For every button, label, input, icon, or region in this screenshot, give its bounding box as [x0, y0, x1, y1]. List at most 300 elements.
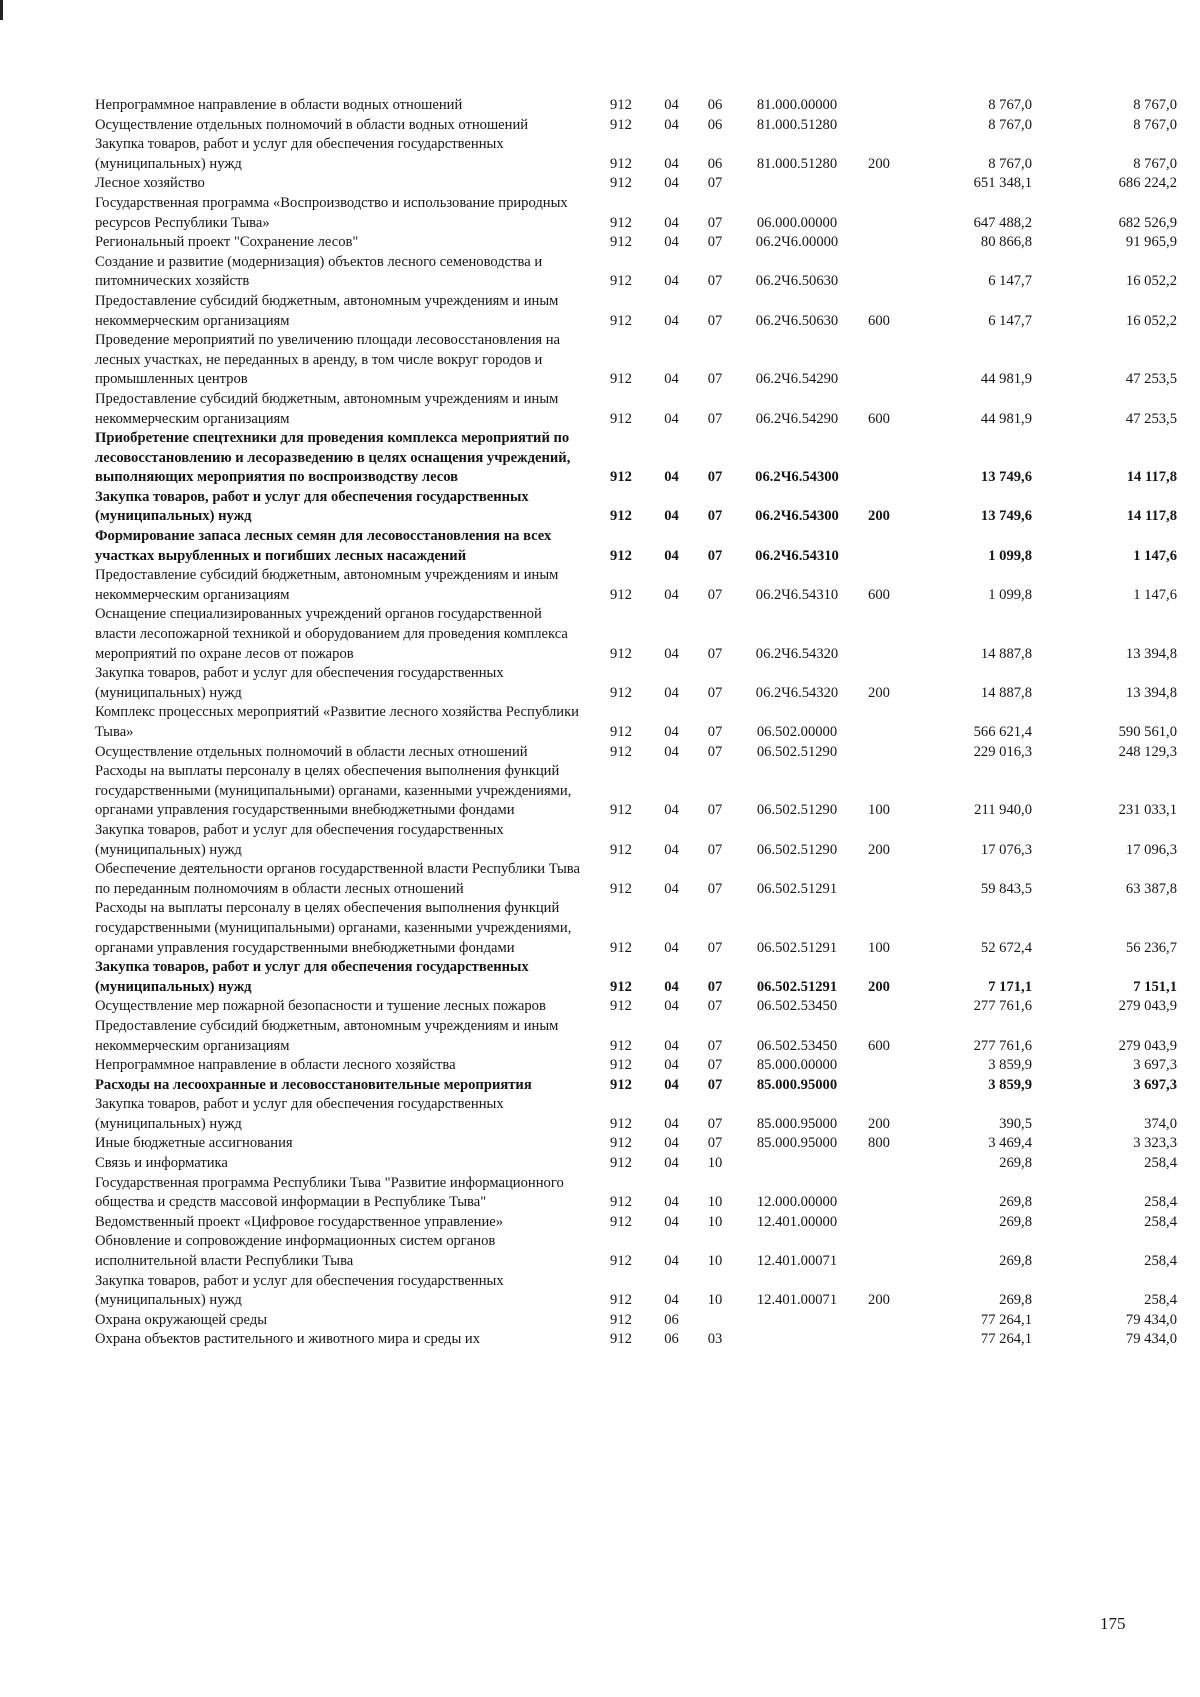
row-grbs-code: 912 [610, 1194, 632, 1211]
row-target-article-code: 06.502.51290 [756, 802, 838, 819]
row-expense-type-code [858, 1232, 900, 1271]
row-grbs-code: 912 [610, 841, 632, 858]
row-expense-type-code [858, 174, 900, 194]
row-subsection-code: 10 [707, 1253, 723, 1270]
table-row [95, 958, 1177, 997]
row-amount-year-1: 269,8 [999, 1253, 1032, 1270]
table-row [95, 194, 1177, 233]
row-amount-year-1: 229 016,3 [973, 743, 1032, 760]
table-row [95, 566, 1177, 605]
row-section-code: 04 [664, 1076, 679, 1093]
row-target-article-code: 85.000.95000 [756, 1135, 838, 1152]
row-amount-year-2: 258,4 [1144, 1155, 1177, 1172]
table-row [95, 1232, 1177, 1271]
row-amount-year-1: 211 940,0 [974, 802, 1032, 819]
row-amount-year-1: 13 749,6 [980, 508, 1032, 525]
row-name: Иные бюджетные ассигнования [95, 1135, 293, 1152]
row-target-article-code: 12.401.00000 [756, 1213, 838, 1230]
row-name: Обеспечение деятельности органов государственной власти Республики Тыва по переданным полномочиям в области лесных отношений [95, 861, 580, 897]
row-subsection-code: 07 [707, 1115, 723, 1132]
row-section-code: 04 [664, 508, 679, 525]
row-name: Охрана окружающей среды [95, 1311, 268, 1328]
row-subsection-code: 07 [707, 175, 723, 192]
row-target-article-code: 06.000.00000 [756, 214, 838, 231]
row-amount-year-2: 16 052,2 [1125, 312, 1177, 329]
row-grbs-code: 912 [610, 312, 632, 329]
row-grbs-code: 912 [610, 1076, 632, 1093]
row-grbs-code: 912 [610, 547, 632, 564]
row-section-code: 04 [664, 1135, 679, 1152]
row-amount-year-1: 80 866,8 [980, 234, 1032, 251]
row-target-article-code: 06.2Ч6.54310 [755, 586, 839, 603]
row-target-article-code: 06.502.00000 [756, 724, 838, 740]
row-amount-year-2: 590 561,0 [1118, 724, 1177, 740]
row-subsection-code: 07 [707, 547, 723, 564]
row-grbs-code: 912 [610, 155, 632, 172]
page-number: 175 [1100, 1614, 1126, 1633]
row-expense-type-code: 200 [868, 1292, 890, 1309]
row-section-code: 04 [664, 97, 679, 113]
row-grbs-code: 912 [610, 410, 632, 427]
row-expense-type-code: 600 [868, 1037, 890, 1054]
row-section-code: 04 [664, 998, 679, 1015]
row-amount-year-1: 77 264,1 [980, 1331, 1032, 1348]
row-target-article-code: 85.000.00000 [756, 1057, 838, 1074]
table-row [95, 429, 1177, 488]
row-target-article-code: 12.401.00071 [756, 1253, 838, 1270]
row-amount-year-2: 258,4 [1144, 1213, 1177, 1230]
row-grbs-code: 912 [610, 1037, 632, 1054]
row-grbs-code: 912 [610, 175, 632, 192]
row-target-article-code: 85.000.95000 [756, 1076, 838, 1093]
row-expense-type-code [858, 605, 900, 664]
row-amount-year-1: 566 621,4 [973, 724, 1032, 740]
row-target-article-code: 06.2Ч6.50630 [755, 273, 839, 290]
row-target-article-code: 06.502.51291 [756, 978, 838, 995]
row-target-article-code: 81.000.00000 [756, 97, 838, 113]
row-target-article-code: 81.000.51280 [756, 116, 838, 133]
row-name: Закупка товаров, работ и услуг для обеспечения государственных (муниципальных) нужд [95, 136, 504, 172]
row-grbs-code: 912 [610, 978, 632, 995]
row-subsection-code: 07 [707, 1135, 723, 1152]
row-subsection-code: 07 [707, 234, 723, 251]
row-amount-year-1: 7 171,1 [988, 978, 1032, 995]
row-grbs-code: 912 [610, 1115, 632, 1132]
row-subsection-code: 07 [707, 998, 723, 1015]
row-amount-year-2: 14 117,8 [1126, 508, 1177, 525]
row-grbs-code: 912 [610, 939, 632, 956]
row-section-code: 04 [664, 1115, 679, 1132]
row-amount-year-2: 1 147,6 [1133, 586, 1177, 603]
row-target-article-code: 06.502.51290 [756, 841, 838, 858]
row-target-article-code: 85.000.95000 [756, 1115, 838, 1132]
row-grbs-code: 912 [610, 998, 632, 1015]
row-expense-type-code [858, 1330, 900, 1350]
row-amount-year-1: 277 761,6 [973, 1037, 1032, 1054]
row-target-article-code: 06.2Ч6.54300 [755, 469, 839, 486]
table-row [95, 292, 1177, 331]
row-amount-year-1: 1 099,8 [988, 547, 1032, 564]
row-amount-year-2: 79 434,0 [1125, 1331, 1177, 1348]
row-expense-type-code: 200 [868, 841, 890, 858]
row-section-code: 04 [664, 802, 679, 819]
row-expense-type-code: 600 [868, 586, 890, 603]
row-grbs-code: 912 [610, 684, 632, 701]
row-name: Государственная программа «Воспроизводство и использование природных ресурсов Республики Тыва» [95, 194, 568, 231]
row-name: Проведение мероприятий по увеличению площади лесовосстановления на лесных участках, не переданных в аренду, в том числе вокруг городов и промышленных центров [95, 332, 561, 388]
row-target-article-code: 06.2Ч6.54310 [755, 547, 839, 564]
row-subsection-code: 07 [707, 312, 723, 329]
row-expense-type-code [858, 253, 900, 292]
row-name: Оснащение специализированных учреждений органов государственной власти лесопожарной техникой и оборудованием для проведения комплекса мероприятий по охране лесов от пожаров [95, 606, 568, 662]
row-target-article-code [736, 174, 858, 194]
row-target-article-code: 06.2Ч6.54320 [755, 684, 839, 701]
row-subsection-code: 07 [707, 273, 723, 290]
row-target-article-code: 12.401.00071 [756, 1292, 838, 1309]
row-subsection-code: 10 [707, 1155, 723, 1172]
row-section-code: 04 [664, 155, 679, 172]
row-grbs-code: 912 [610, 802, 632, 819]
row-amount-year-1: 269,8 [999, 1194, 1032, 1211]
row-target-article-code: 06.2Ч6.54290 [755, 410, 839, 427]
table-row [95, 860, 1177, 899]
row-amount-year-2: 258,4 [1144, 1292, 1177, 1309]
row-amount-year-1: 651 348,1 [973, 175, 1032, 192]
row-expense-type-code [858, 743, 900, 763]
row-expense-type-code: 200 [868, 978, 890, 995]
scan-edge-mark [0, 0, 3, 20]
row-expense-type-code: 200 [868, 508, 890, 525]
table-row [95, 174, 1177, 194]
row-amount-year-1: 8 767,0 [988, 116, 1032, 133]
row-name: Лесное хозяйство [95, 175, 205, 192]
row-amount-year-2: 47 253,5 [1125, 371, 1177, 388]
row-amount-year-1: 3 859,9 [988, 1057, 1032, 1074]
row-subsection-code: 07 [707, 802, 723, 819]
row-amount-year-2: 91 965,9 [1125, 234, 1177, 251]
row-amount-year-1: 1 099,8 [988, 586, 1032, 603]
row-amount-year-1: 14 887,8 [980, 645, 1032, 662]
table-row [95, 116, 1177, 136]
row-target-article-code [736, 1330, 858, 1350]
row-amount-year-2: 13 394,8 [1125, 684, 1177, 701]
table-row [95, 1213, 1177, 1233]
row-name: Закупка товаров, работ и услуг для обеспечения государственных (муниципальных) нужд [95, 1272, 504, 1309]
row-section-code: 04 [664, 469, 679, 486]
row-name: Непрограммное направление в области лесного хозяйства [95, 1057, 456, 1074]
table-row [95, 233, 1177, 253]
table-row [95, 1174, 1177, 1213]
row-section-code: 04 [664, 547, 679, 564]
row-name: Приобретение спецтехники для проведения комплекса мероприятий по лесовосстановлению и лесоразведению в целях оснащения учреждений, выполняющих мероприятия по воспроизводству лесов [95, 430, 571, 486]
row-section-code: 04 [664, 939, 679, 956]
row-subsection-code: 07 [707, 469, 723, 486]
row-subsection-code: 06 [707, 97, 723, 113]
row-target-article-code [736, 1311, 858, 1331]
row-grbs-code: 912 [610, 1155, 632, 1172]
row-section-code: 04 [664, 273, 679, 290]
row-expense-type-code [858, 233, 900, 253]
row-amount-year-2: 279 043,9 [1118, 998, 1177, 1015]
row-section-code: 04 [664, 880, 679, 897]
table-row [95, 821, 1177, 860]
row-amount-year-2: 279 043,9 [1118, 1037, 1177, 1054]
row-grbs-code: 912 [610, 469, 632, 486]
row-name: Закупка товаров, работ и услуг для обеспечения государственных (муниципальных) нужд [95, 821, 504, 858]
table-row [95, 253, 1177, 292]
row-target-article-code: 06.502.51291 [756, 880, 838, 897]
row-amount-year-2: 79 434,0 [1125, 1311, 1177, 1328]
row-section-code: 04 [664, 234, 679, 251]
row-amount-year-2: 14 117,8 [1126, 469, 1177, 486]
row-subsection-code: 07 [707, 214, 723, 231]
table-row [95, 1134, 1177, 1154]
row-amount-year-2: 7 151,1 [1133, 978, 1177, 995]
row-expense-type-code: 200 [868, 684, 890, 701]
row-amount-year-1: 277 761,6 [973, 998, 1032, 1015]
row-section-code: 04 [664, 1057, 679, 1074]
row-grbs-code: 912 [610, 1253, 632, 1270]
table-body [95, 96, 1177, 1350]
row-target-article-code: 06.502.53450 [756, 998, 838, 1015]
row-subsection-code: 06 [707, 116, 723, 133]
row-name: Региональный проект "Сохранение лесов" [95, 234, 359, 251]
row-expense-type-code [858, 96, 900, 116]
row-amount-year-2: 682 526,9 [1118, 214, 1177, 231]
row-amount-year-1: 77 264,1 [980, 1311, 1032, 1328]
row-subsection-code: 07 [707, 1057, 723, 1074]
row-expense-type-code [858, 116, 900, 136]
row-amount-year-1: 269,8 [999, 1155, 1032, 1172]
row-amount-year-1: 8 767,0 [988, 97, 1032, 113]
row-section-code: 04 [664, 1037, 679, 1054]
row-expense-type-code [858, 1076, 900, 1096]
budget-allocation-table [95, 96, 1177, 1350]
row-amount-year-1: 59 843,5 [980, 880, 1032, 897]
row-expense-type-code: 600 [868, 410, 890, 427]
table-row [95, 703, 1177, 742]
row-expense-type-code [858, 1174, 900, 1213]
row-amount-year-2: 63 387,8 [1125, 880, 1177, 897]
row-amount-year-2: 13 394,8 [1125, 645, 1177, 662]
table-row [95, 527, 1177, 566]
table-row [95, 1311, 1177, 1331]
row-name: Расходы на лесоохранные и лесовосстановительные мероприятия [95, 1076, 532, 1093]
row-amount-year-2: 231 033,1 [1118, 802, 1177, 819]
row-expense-type-code: 200 [868, 1115, 890, 1132]
row-expense-type-code [858, 194, 900, 233]
row-name: Ведомственный проект «Цифровое государственное управление» [95, 1213, 504, 1230]
row-subsection-code: 07 [707, 939, 723, 956]
row-grbs-code: 912 [610, 880, 632, 897]
table-row [95, 664, 1177, 703]
row-subsection-code: 07 [707, 586, 723, 603]
row-expense-type-code [858, 1213, 900, 1233]
row-subsection-code: 07 [707, 684, 723, 701]
row-section-code: 04 [664, 724, 679, 740]
row-section-code: 04 [664, 978, 679, 995]
row-name: Предоставление субсидий бюджетным, автономным учреждениям и иным некоммерческим организациям [95, 567, 559, 603]
row-amount-year-2: 3 697,3 [1133, 1057, 1177, 1074]
row-amount-year-1: 44 981,9 [980, 371, 1032, 388]
table-row [95, 743, 1177, 763]
row-section-code: 04 [664, 312, 679, 329]
row-subsection-code: 07 [707, 880, 723, 897]
row-grbs-code: 912 [610, 214, 632, 231]
row-target-article-code: 06.502.51291 [756, 939, 838, 956]
row-amount-year-1: 269,8 [999, 1213, 1032, 1230]
row-expense-type-code [858, 997, 900, 1017]
table-row [95, 762, 1177, 821]
row-name: Предоставление субсидий бюджетным, автономным учреждениям и иным некоммерческим организациям [95, 390, 559, 427]
row-grbs-code: 912 [610, 724, 632, 740]
row-subsection-code: 07 [707, 743, 723, 760]
row-name: Закупка товаров, работ и услуг для обеспечения государственных (муниципальных) нужд [95, 665, 504, 701]
table-row [95, 899, 1177, 958]
row-grbs-code: 912 [610, 586, 632, 603]
row-amount-year-1: 44 981,9 [980, 410, 1032, 427]
row-amount-year-2: 258,4 [1144, 1194, 1177, 1211]
row-section-code: 04 [664, 1194, 679, 1211]
row-target-article-code: 06.2Ч6.50630 [755, 312, 839, 329]
row-section-code: 04 [664, 175, 679, 192]
row-grbs-code: 912 [610, 645, 632, 662]
table-row [95, 96, 1177, 116]
row-subsection-code: 07 [707, 371, 723, 388]
row-amount-year-1: 3 859,9 [988, 1076, 1032, 1093]
table-row [95, 1056, 1177, 1076]
row-amount-year-2: 686 224,2 [1118, 175, 1177, 192]
row-name: Закупка товаров, работ и услуг для обеспечения государственных (муниципальных) нужд [95, 959, 529, 995]
row-section-code: 04 [664, 645, 679, 662]
row-section-code: 04 [664, 371, 679, 388]
row-expense-type-code [858, 331, 900, 390]
row-target-article-code: 81.000.51280 [756, 155, 838, 172]
row-subsection-code: 07 [707, 724, 723, 740]
row-amount-year-2: 8 767,0 [1133, 97, 1177, 113]
table-row [95, 390, 1177, 429]
row-subsection-code: 07 [707, 410, 723, 427]
row-name: Предоставление субсидий бюджетным, автономным учреждениям и иным некоммерческим организациям [95, 1017, 559, 1054]
row-section-code: 06 [664, 1331, 679, 1348]
row-expense-type-code [858, 1311, 900, 1331]
row-expense-type-code [858, 1154, 900, 1174]
row-target-article-code: 06.2Ч6.00000 [755, 234, 839, 251]
row-name: Осуществление отдельных полномочий в области водных отношений [95, 116, 529, 133]
row-subsection-code: 10 [707, 1213, 723, 1230]
row-amount-year-2: 8 767,0 [1133, 155, 1177, 172]
row-subsection-code [694, 1311, 736, 1331]
row-target-article-code [736, 1154, 858, 1174]
row-amount-year-2: 258,4 [1144, 1253, 1177, 1270]
row-amount-year-1: 647 488,2 [973, 214, 1032, 231]
row-grbs-code: 912 [610, 508, 632, 525]
row-expense-type-code [858, 703, 900, 742]
row-section-code: 04 [664, 743, 679, 760]
row-name: Связь и информатика [95, 1155, 228, 1172]
row-expense-type-code [858, 860, 900, 899]
row-amount-year-1: 8 767,0 [988, 155, 1032, 172]
row-name: Предоставление субсидий бюджетным, автономным учреждениям и иным некоммерческим организациям [95, 292, 559, 329]
row-amount-year-1: 13 749,6 [980, 469, 1032, 486]
row-amount-year-1: 3 469,4 [988, 1135, 1032, 1152]
row-name: Непрограммное направление в области водных отношений [95, 97, 463, 113]
row-amount-year-1: 269,8 [999, 1292, 1032, 1309]
row-section-code: 04 [664, 1253, 679, 1270]
row-target-article-code: 06.2Ч6.54300 [755, 508, 839, 525]
row-section-code: 04 [664, 410, 679, 427]
row-section-code: 04 [664, 1213, 679, 1230]
table-row [95, 331, 1177, 390]
row-target-article-code: 06.502.51290 [756, 743, 838, 760]
row-amount-year-1: 17 076,3 [980, 841, 1032, 858]
row-expense-type-code: 100 [868, 939, 890, 956]
row-amount-year-2: 3 323,3 [1133, 1135, 1177, 1152]
row-expense-type-code: 600 [868, 312, 890, 329]
row-section-code: 04 [664, 586, 679, 603]
row-section-code: 06 [664, 1311, 679, 1328]
row-grbs-code: 912 [610, 234, 632, 251]
row-section-code: 04 [664, 116, 679, 133]
row-name: Формирование запаса лесных семян для лесовосстановления на всех участках вырубленных и погибших лесных насаждений [95, 528, 552, 564]
table-row [95, 1017, 1177, 1056]
row-subsection-code: 07 [707, 645, 723, 662]
table-row [95, 1076, 1177, 1096]
row-amount-year-2: 1 147,6 [1133, 547, 1177, 564]
row-name: Государственная программа Республики Тыва "Развитие информационного общества и средств массовой информации в Республике Тыва" [95, 1174, 564, 1211]
row-expense-type-code [858, 527, 900, 566]
row-subsection-code: 07 [707, 1037, 723, 1054]
table-row [95, 997, 1177, 1017]
row-amount-year-1: 14 887,8 [980, 684, 1032, 701]
table-row [95, 488, 1177, 527]
row-target-article-code: 06.2Ч6.54290 [755, 371, 839, 388]
row-expense-type-code: 800 [868, 1135, 890, 1152]
row-amount-year-2: 248 129,3 [1118, 743, 1177, 760]
table-row [95, 1272, 1177, 1311]
row-grbs-code: 912 [610, 116, 632, 133]
row-subsection-code: 07 [707, 978, 723, 995]
row-subsection-code: 06 [707, 155, 723, 172]
row-section-code: 04 [664, 1155, 679, 1172]
row-expense-type-code: 200 [868, 155, 890, 172]
table-row [95, 1095, 1177, 1134]
row-expense-type-code: 100 [868, 802, 890, 819]
row-amount-year-2: 8 767,0 [1133, 116, 1177, 133]
row-name: Охрана объектов растительного и животного мира и среды их [95, 1331, 481, 1348]
row-subsection-code: 10 [707, 1292, 723, 1309]
row-name: Расходы на выплаты персоналу в целях обеспечения выполнения функций государственными (муниципальными) органами, казенными учреждениями, органами управления государственными внебюджетными фондами [95, 763, 572, 819]
table-row [95, 135, 1177, 174]
row-section-code: 04 [664, 1292, 679, 1309]
row-expense-type-code [858, 429, 900, 488]
row-amount-year-2: 3 697,3 [1133, 1076, 1177, 1093]
row-name: Закупка товаров, работ и услуг для обеспечения государственных (муниципальных) нужд [95, 1096, 504, 1132]
row-subsection-code: 07 [707, 508, 723, 525]
row-subsection-code: 10 [707, 1194, 723, 1211]
row-section-code: 04 [664, 684, 679, 701]
row-grbs-code: 912 [610, 97, 632, 113]
row-grbs-code: 912 [610, 743, 632, 760]
row-name: Обновление и сопровождение информационных систем органов исполнительной власти Республики Тыва [95, 1233, 496, 1270]
table-row [95, 1330, 1177, 1350]
row-expense-type-code [858, 1056, 900, 1076]
row-grbs-code: 912 [610, 1311, 632, 1328]
row-subsection-code: 03 [707, 1331, 723, 1348]
row-subsection-code: 07 [707, 841, 723, 858]
row-amount-year-2: 17 096,3 [1125, 841, 1177, 858]
row-target-article-code: 06.502.53450 [756, 1037, 838, 1054]
